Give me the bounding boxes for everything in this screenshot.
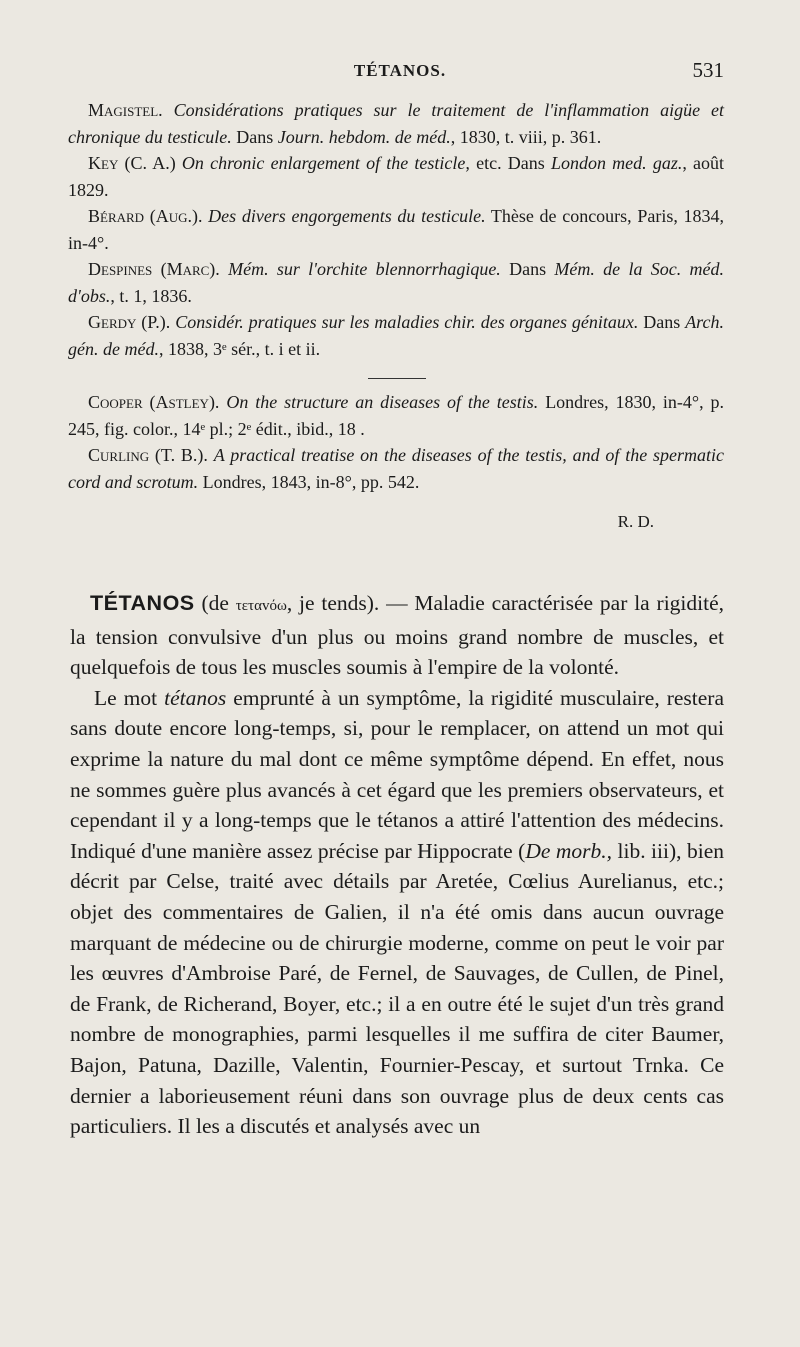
page-header [0,58,800,88]
paragraph-text: Le mot [94,685,165,710]
reference-title: On the structure an diseases of the testis. [226,392,539,412]
article-paragraph-2 [70,683,724,1142]
page-number: 531 [692,58,724,82]
running-title: TÉTANOS. [353,61,447,80]
reference-publication: Thèse de concours, Paris, 1834, in-4°. [68,206,724,253]
bibliography-entry [68,389,724,442]
divider-rule [368,378,426,379]
reference-title: A practical treatise on the diseases of the testis, and of the spermatic cord and scrotum. [68,445,725,492]
paragraph-text: emprunté à un symptôme, la rigidité musculaire, restera sans doute encore long-temps, si, pour le remplacer, on attend un mot qui exprime la nature du mal dont ce même symptôme dépend. En effet, nous ne sommes guère plus avancés à cet égard que les premiers observateurs, et cependant il y a long-temps que le tétanos a attiré l'attention des médecins. Indiqué d'une manière assez précise par Hippocrate ( [70,685,724,863]
reference-journal: Arch. gén. de méd. [68,312,725,359]
reference-title: Mém. sur l'orchite blennorrhagique. [228,259,501,279]
emphasis-term: tétanos [164,685,227,710]
reference-details: , août 1829. [68,153,725,200]
reference-publication: etc. Dans [476,153,545,173]
article-body [70,588,724,1142]
reference-author: Cooper (Astley). [88,392,220,412]
bibliography-group-2 [68,389,724,495]
article-headword: TÉTANOS [90,591,195,615]
etymology-open: (de [194,591,236,615]
reference-author: Bérard (Aug.). [88,206,203,226]
reference-journal: Mém. de la Soc. méd. d'obs. [68,259,725,306]
reference-details: , t. 1, 1836. [110,285,192,306]
bibliography [68,97,724,536]
bibliography-entry [68,442,724,495]
reference-author: Despines (Marc). [88,259,220,279]
bibliography-entry [68,309,724,362]
reference-journal: London med. gaz. [550,153,683,173]
bibliography-group-1 [68,97,724,362]
reference-details: , 1838, 3ᵉ sér., t. i et ii. [158,338,321,359]
reference-title: Considér. pratiques sur les maladies chir. des organes génitaux. [175,312,639,332]
bibliography-entry [68,150,724,203]
citation-italic: De morb., [525,838,613,863]
reference-author: Curling (T. B.). [88,445,208,465]
reference-author: Gerdy (P.). [88,312,171,332]
greek-etymon: τεταvόω [235,598,287,614]
reference-publication: Londres, 1843, in-8°, pp. 542. [202,471,420,492]
reference-title: On chronic enlargement of the testicle, [181,153,470,173]
bibliography-entry [68,97,724,150]
reference-author: Key (C. A.) [88,153,176,173]
reference-title: Des divers engorgements du testicule. [208,206,486,226]
bibliography-entry [68,203,724,256]
definition-text: , je tends). — Maladie caractérisée par la rigidité, la tension convulsive d'un plus ou moins grand nombre de muscles, et quelquefois de tous les muscles soumis à l'empire de la volonté. [70,591,725,680]
reference-title: Considérations pratiques sur le traitement de l'inflammation aigüe et chronique du testicule. [68,100,725,147]
reference-publication: Londres, 1830, in-4°, p. 245, fig. color., 14ᵉ pl.; 2ᵉ édit., ibid., 18 . [68,392,725,439]
reference-details: , 1830, t. viii, p. 361. [450,126,602,147]
reference-publication: Dans [236,126,274,147]
article-paragraph-1 [70,588,724,683]
reference-publication: Dans [509,259,547,279]
reference-publication: Dans [643,312,681,332]
paragraph-text: lib. iii), bien décrit par Celse, traité avec détails par Aretée, Cœlius Aurelianus, etc.; objet des commentaires de Galien, il n'a été omis dans aucun ouvrage marquant de médecine ou de chirurgie moderne, comme on peut le voir par les œuvres d'Ambroise Paré, de Fernel, de Sauvages, de Cullen, de Pinel, de Frank, de Richerand, Boyer, etc.; il a en outre été le sujet d'un très grand nombre de monographies, parmi lesquelles il me suffira de citer Baumer, Bajon, Patuna, Dazille, Valentin, Fournier-Pescay, et surtout Trnka. Ce dernier a laborieusement réuni dans son ouvrage plus de deux cents cas particuliers. Il les a discutés et analysés avec un [70,838,724,1139]
author-signature: R. D. [617,512,654,531]
reference-journal: Journ. hebdom. de méd. [277,126,451,147]
bibliography-entry [68,256,724,309]
reference-author: Magistel. [88,100,163,120]
